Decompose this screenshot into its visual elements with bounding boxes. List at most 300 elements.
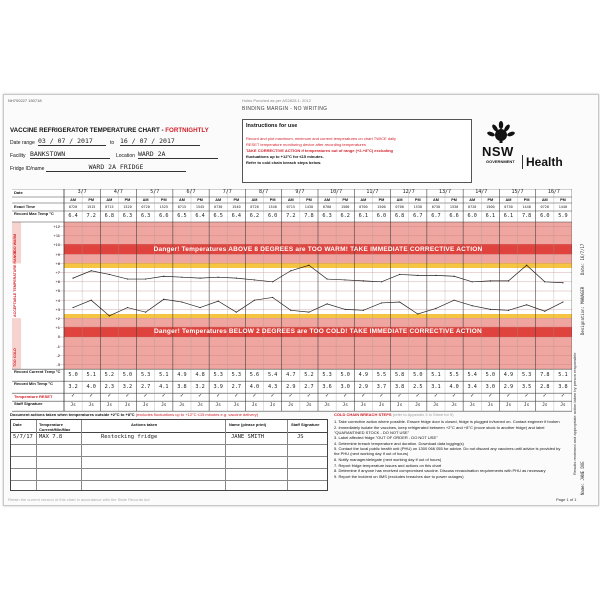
reset-check: ✓	[451, 393, 457, 400]
current-value-cell: 5.0	[485, 371, 496, 378]
actions-title	[10, 412, 328, 417]
ampm-cell: PM	[487, 197, 494, 202]
date-cell: 7/7	[222, 189, 232, 195]
action-row-temp[interactable]: MAX 7.8	[39, 434, 63, 440]
min-value-cell: 2.7	[231, 383, 242, 390]
time-cell: 1430	[304, 204, 314, 209]
staff-initials: Js	[269, 403, 276, 409]
current-value-cell: 5.0	[122, 371, 133, 378]
staff-initials: Js	[487, 403, 494, 409]
max-value-cell: 6.2	[340, 212, 350, 219]
temp-scale-label: -3	[56, 362, 60, 367]
min-value-cell: 3.8	[177, 383, 187, 390]
time-cell: 0730	[431, 204, 441, 209]
time-row-label: Exact Time	[14, 203, 36, 209]
max-value-cell: 7.8	[304, 212, 314, 219]
breach-step: 3. Label affected fridge "OUT OF ORDER - DO NOT USE"	[334, 435, 438, 441]
min-value-cell: 2.9	[286, 383, 296, 390]
staff-initials: Js	[415, 403, 421, 409]
time-cell: 1525	[159, 204, 168, 209]
staff-initials: Js	[124, 403, 131, 409]
max-value-cell: 6.4	[195, 212, 205, 219]
col-sig-header: Staff Signature	[291, 422, 320, 427]
temp-scale-label: +2	[55, 316, 60, 321]
date-cell: 9/7	[295, 189, 305, 195]
reviewer-name: Name: JANE DOE	[580, 461, 585, 495]
staff-initials: Js	[378, 403, 385, 409]
time-cell: 0730	[213, 204, 223, 209]
time-cell: 1530	[449, 204, 459, 209]
time-cell: 0715	[105, 204, 114, 209]
current-value-cell: 5.5	[376, 371, 387, 378]
min-value-cell: 2.7	[304, 383, 314, 390]
time-cell: 0715	[286, 204, 295, 209]
min-value-cell: 3.5	[521, 383, 532, 390]
staff-initials: Js	[560, 403, 566, 409]
reset-check: ✓	[306, 393, 312, 400]
breach-step: 7. Report fridge temperature issues and actions on this chart	[334, 462, 442, 468]
staff-initials: Js	[288, 403, 294, 409]
breach-step: 5. Contact the local public health unit (PHU) on 1300 066 055 for advice. Do not discard any vaccines until advice is provided by the PHU (next working day if out of hours)	[334, 446, 561, 457]
reset-check: ✓	[125, 393, 130, 400]
ampm-cell: PM	[124, 197, 131, 202]
min-value-cell: 2.9	[358, 383, 369, 390]
max-value-cell: 6.0	[540, 212, 550, 219]
facility-field[interactable]: BANKSTOWN	[30, 150, 110, 159]
time-cell: 0720	[68, 204, 78, 209]
staff-initials: Js	[251, 403, 258, 409]
instruction-line-1: Record and plot maximum, minimum and current temperatures on chart TWICE daily	[246, 136, 396, 141]
current-value-cell: 4.9	[177, 371, 187, 378]
ampm-cell: PM	[269, 197, 276, 202]
current-value-cell: 4.9	[503, 371, 514, 378]
current-value-cell: 5.1	[431, 371, 441, 378]
time-cell: 1500	[340, 204, 350, 209]
review-date: Date: 16/7/17	[580, 243, 585, 275]
temp-scale-label: +4	[55, 297, 60, 303]
date-cell: 13/7	[438, 189, 451, 195]
max-value-cell: 6.3	[122, 212, 133, 219]
danger-below-text: Danger! Temperatures BELOW 2 DEGREES are TOO COLD! TAKE IMMEDIATE CORRECTIVE ACTION	[154, 328, 482, 336]
min-value-cell: 3.0	[340, 383, 350, 390]
staff-initials: Js	[161, 403, 167, 409]
instructions-box	[242, 119, 472, 183]
temp-scale-label: +3	[55, 306, 60, 312]
staff-initials: Js	[324, 403, 330, 409]
current-value-cell: 5.3	[213, 371, 223, 378]
staff-initials: Js	[233, 403, 240, 409]
date-cell: 4/7	[113, 189, 123, 195]
breach-step: 1. Take corrective action where possible. Ensure fridge door is closed, fridge is plugged in/turned on. Contact engineer if broken	[334, 419, 560, 424]
date-cell: 12/7	[402, 189, 415, 195]
ampm-cell: PM	[523, 197, 530, 202]
title-main: VACCINE REFRIGERATOR TEMPERATURE CHART -	[10, 127, 166, 134]
min-value-cell: 4.0	[86, 383, 96, 390]
time-cell: 1530	[413, 204, 422, 209]
staff-initials: Js	[542, 403, 548, 409]
logo-government: GOVERNMENT	[486, 159, 515, 164]
date-to-field[interactable]: 16 / 07 / 2017	[120, 137, 200, 146]
temp-scale-label: +12	[53, 224, 60, 229]
current-value-cell: 5.8	[394, 371, 405, 378]
temp-scale-label: +1	[55, 325, 60, 331]
breach-steps-list	[334, 419, 566, 479]
staff-initials: Js	[142, 403, 149, 409]
min-value-cell: 4.0	[249, 383, 260, 390]
max-value-cell: 6.6	[159, 212, 169, 219]
min-value-cell: 2.7	[140, 383, 151, 390]
instruction-line-2: RESET temperature monitoring device after recording temperatures	[246, 142, 366, 147]
max-value-cell: 6.2	[249, 212, 260, 219]
date-cell: 10/7	[330, 189, 343, 195]
min-value-cell: 3.2	[122, 383, 133, 390]
reset-check: ✓	[379, 393, 384, 400]
max-row-label: Record Max Temp °C	[14, 211, 54, 216]
instruction-line-5: Refer to cold chain breach steps below.	[246, 160, 322, 165]
current-value-cell: 5.1	[159, 371, 169, 378]
current-value-cell: 5.3	[521, 371, 532, 378]
actions-section	[10, 412, 328, 492]
staff-initials: Js	[306, 403, 312, 409]
current-value-cell: 4.7	[286, 371, 296, 378]
max-value-cell: 6.4	[68, 212, 78, 219]
time-cell: 0700	[395, 204, 404, 209]
max-value-cell: 6.0	[376, 212, 387, 219]
staff-initials: Js	[197, 403, 203, 409]
waratah-flower-icon	[486, 121, 516, 143]
ampm-cell: PM	[342, 197, 349, 202]
ampm-cell: PM	[451, 197, 457, 202]
reset-check: ✓	[161, 393, 166, 400]
min-value-cell: 4.3	[267, 383, 278, 390]
time-cell: 0720	[540, 204, 549, 209]
staff-initials: Js	[451, 403, 457, 409]
max-value-cell: 6.1	[485, 212, 496, 219]
reviewed-note: Results reviewed and appropriate action taken by person responsible	[572, 352, 577, 475]
fridge-field[interactable]: WARD 2A FRIDGE	[46, 163, 186, 172]
document-number: NH700227 150718	[8, 98, 42, 103]
date-cell: 5/7	[150, 189, 160, 195]
time-cell: 1440	[558, 204, 568, 209]
breach-step: 8. Determine if anyone has received compromised vaccine. Discuss revaccination requirements with PHU as necessary	[334, 468, 546, 474]
action-row-date[interactable]: 5/7/17	[13, 434, 33, 440]
min-row-label: Record Min Temp °C	[14, 381, 53, 387]
date-cell: 3/7	[77, 189, 87, 195]
temp-scale-label: +9	[55, 251, 60, 257]
date-cell: 14/7	[475, 189, 488, 195]
acceptable-range-label: ACCEPTABLE TEMPERATURE RANGE	[13, 250, 17, 317]
date-cell: 8/7	[259, 189, 269, 195]
reset-check: ✓	[488, 393, 493, 400]
current-value-cell: 5.3	[231, 371, 242, 378]
to-label: to	[110, 140, 115, 146]
reset-check: ✓	[143, 393, 148, 400]
ampm-cell: AM	[541, 197, 548, 202]
ampm-cell: PM	[560, 197, 566, 202]
ampm-cell: PM	[414, 197, 421, 202]
logo-divider	[522, 155, 523, 169]
staff-initials: Js	[342, 403, 348, 409]
reset-check: ✓	[270, 393, 275, 400]
current-value-cell: 5.0	[68, 371, 78, 378]
ampm-cell: PM	[306, 197, 312, 202]
ampm-cell: AM	[106, 197, 113, 202]
date-from-field[interactable]: 03 / 07 / 2017	[38, 137, 106, 146]
staff-initials: Js	[179, 403, 185, 409]
reset-check: ✓	[524, 393, 529, 400]
reset-check: ✓	[216, 393, 221, 400]
min-value-cell: 3.0	[485, 383, 496, 390]
time-cell: 1500	[486, 204, 495, 209]
max-value-cell: 6.1	[358, 212, 369, 219]
col-actions-header: Actions taken	[131, 422, 158, 427]
time-cell: 1520	[123, 204, 132, 209]
date-cell: 15/7	[511, 189, 524, 195]
reset-check: ✓	[560, 393, 566, 400]
current-value-cell: 5.2	[304, 371, 314, 378]
reset-check: ✓	[179, 393, 185, 400]
reset-check: ✓	[397, 393, 402, 400]
staff-initials: Js	[433, 403, 439, 409]
current-value-cell: 5.0	[340, 371, 350, 378]
time-cell: 0700	[322, 204, 332, 209]
reset-check: ✓	[343, 393, 348, 400]
instructions-title: Instructions for use	[246, 123, 298, 129]
col-temp-header: Temperature Current/Min/Max	[39, 422, 71, 432]
temp-scale-label: +5	[55, 288, 60, 294]
ampm-cell: AM	[469, 197, 476, 202]
col-name-header: Name (please print)	[229, 422, 267, 427]
breach-step: 2. Immediately isolate the vaccines, keep refrigerated between +2°C and +8°C (move stock to another fridge) and label "QUARANTINED STOCK - DO NOT USE"	[334, 424, 545, 435]
ampm-cell: PM	[233, 197, 240, 202]
min-value-cell: 3.9	[213, 383, 223, 390]
date-range-label: Date range	[10, 140, 35, 146]
time-cell: 0700	[359, 204, 368, 209]
current-value-cell: 5.0	[413, 371, 423, 378]
max-value-cell: 6.0	[467, 212, 477, 219]
time-cell: 0720	[467, 204, 477, 209]
temperature-chart-form	[3, 94, 599, 506]
title-fortnightly: FORTNIGHTLY	[165, 127, 209, 134]
breach-title	[334, 412, 566, 417]
temp-scale-label: +7	[55, 270, 60, 275]
time-cell: 0720	[250, 204, 259, 209]
max-value-cell: 6.7	[431, 212, 441, 219]
instruction-line-4: fluctuations up to +12°C for ≤15 minutes.	[246, 154, 324, 159]
max-value-cell: 6.3	[322, 212, 332, 219]
breach-title-ref: (refer to Appendix 3 in Strive for 5)	[392, 412, 454, 417]
actions-title-note: (excludes fluctuations up to +12°C ≤15 minutes e.g. vaccine delivery)	[135, 412, 259, 417]
date-cell: 6/7	[186, 189, 196, 195]
min-value-cell: 2.8	[540, 383, 550, 390]
min-value-cell: 4.1	[159, 383, 169, 390]
reset-check: ✓	[107, 393, 112, 400]
staff-initials: Js	[360, 403, 367, 409]
current-value-cell: 5.3	[140, 371, 151, 378]
ampm-cell: PM	[197, 197, 203, 202]
reset-check: ✓	[433, 393, 439, 400]
staff-initials: Js	[106, 403, 113, 409]
current-value-cell: 4.8	[195, 371, 205, 378]
min-value-cell: 2.3	[104, 383, 115, 390]
date-row-label: Date	[14, 189, 23, 195]
staff-initials: Js	[505, 403, 512, 409]
ampm-cell: AM	[432, 197, 439, 202]
ampm-cell: AM	[251, 197, 258, 202]
action-row-signature[interactable]: JS	[297, 434, 304, 440]
current-row-label: Record Current Temp °C	[14, 369, 61, 375]
current-value-cell: 5.2	[104, 371, 115, 378]
reviewer-designation: Designation: MANAGER	[580, 286, 585, 335]
temp-scale-label: +11	[53, 233, 60, 239]
staff-initials: Js	[88, 403, 94, 409]
staff-row-label: Staff Signature	[14, 401, 43, 407]
danger-above-text: Danger! Temperatures ABOVE 8 DEGREES are TOO WARM! TAKE IMMEDIATE CORRECTIVE ACTION	[153, 245, 483, 253]
date-cell: 16/7	[547, 189, 560, 195]
reset-check: ✓	[415, 393, 420, 400]
ampm-cell: AM	[360, 197, 367, 202]
temp-scale-label: -1	[56, 343, 60, 349]
current-value-cell: 5.4	[267, 371, 278, 378]
logo-nsw: NSW	[482, 144, 514, 159]
ampm-cell: AM	[70, 197, 77, 202]
time-cell: 0730	[504, 204, 513, 209]
ampm-cell: PM	[88, 197, 95, 202]
ampm-cell: AM	[396, 197, 403, 202]
min-value-cell: 2.9	[503, 383, 514, 390]
time-cell: 1540	[268, 204, 277, 209]
temp-scale-label: -2	[56, 352, 60, 358]
actions-table	[10, 419, 328, 491]
temp-scale-label: +10	[53, 242, 60, 248]
staff-initials: Js	[469, 403, 475, 409]
reset-check: ✓	[470, 393, 475, 400]
ampm-cell: AM	[142, 197, 149, 202]
current-value-cell: 5.1	[86, 371, 96, 378]
facility-label: Facility	[10, 153, 26, 159]
breach-title-main: COLD CHAIN BREACH STEPS	[334, 412, 392, 417]
footer-note: Retain the current version of this chart in accordance with the State Records Act	[8, 497, 150, 502]
reset-check: ✓	[89, 393, 94, 400]
breach-step: 6. Notify manager/delegate (next working day if out of hours)	[334, 456, 442, 462]
breach-step: 4. Determine breach temperature and duration. Download data logging(s)	[334, 440, 464, 446]
max-value-cell: 6.8	[394, 212, 405, 219]
min-value-cell: 3.7	[376, 383, 387, 390]
max-value-cell: 6.1	[503, 212, 514, 219]
ampm-cell: AM	[324, 197, 331, 202]
current-value-cell: 5.1	[558, 371, 568, 378]
current-value-cell: 5.3	[322, 371, 332, 378]
location-label: Location	[116, 153, 135, 159]
max-value-cell: 7.8	[521, 212, 532, 219]
max-value-cell: 5.9	[558, 212, 568, 219]
time-cell: 0715	[177, 204, 187, 209]
min-value-cell: 3.6	[322, 383, 332, 390]
ampm-cell: AM	[178, 197, 185, 202]
max-value-cell: 7.2	[286, 212, 296, 219]
instruction-line-3: TAKE CORRECTIVE ACTION if temperatures out of range (+2-+8°C) excluding	[246, 148, 393, 153]
max-value-cell: 6.6	[449, 212, 459, 219]
max-value-cell: 6.5	[213, 212, 223, 219]
col-date-header: Date	[13, 422, 22, 427]
current-value-cell: 5.5	[449, 371, 459, 378]
form-title	[10, 127, 209, 134]
reset-check: ✓	[197, 393, 203, 400]
logo-health: Health	[526, 155, 563, 169]
current-value-cell: 4.9	[358, 371, 369, 378]
max-value-cell: 6.4	[231, 212, 242, 219]
temp-scale-label: +6	[55, 279, 60, 285]
reset-check: ✓	[252, 393, 257, 400]
max-value-cell: 6.3	[140, 212, 151, 219]
page-number: Page 1 of 1	[556, 497, 577, 502]
reset-check: ✓	[234, 393, 239, 400]
min-value-cell: 3.2	[195, 383, 205, 390]
location-field[interactable]: WARD 2A	[138, 150, 218, 159]
reset-check: ✓	[506, 393, 511, 400]
max-value-cell: 6.7	[413, 212, 423, 219]
fridge-label: Fridge ID/name	[10, 166, 45, 172]
current-value-cell: 7.8	[540, 371, 550, 378]
staff-initials: Js	[396, 403, 403, 409]
action-row-action[interactable]: Restocking fridge	[101, 434, 158, 440]
reset-row-label: Temperature RESET	[14, 393, 53, 399]
too-cold-label: TOO COLD	[13, 348, 17, 368]
ampm-cell: PM	[378, 197, 385, 202]
too-warm-label: TOO WARM	[13, 234, 17, 255]
temp-scale-label: +8	[55, 260, 60, 266]
reset-check: ✓	[70, 393, 76, 400]
time-cell: 1440	[522, 204, 531, 209]
time-cell: 0720	[141, 204, 150, 209]
max-value-cell: 6.8	[104, 212, 115, 219]
breach-step: 9. Report the incident on IIMS (excludes breaches due to power outages)	[334, 473, 464, 479]
temp-scale-label: 0	[57, 334, 60, 340]
min-value-cell: 3.4	[467, 383, 477, 390]
staff-initials: Js	[523, 403, 530, 409]
binding-margin-note: BINDING MARGIN - NO WRITING	[242, 106, 328, 112]
time-cell: 1540	[232, 204, 241, 209]
min-value-cell: 2.5	[413, 383, 423, 390]
reset-check: ✓	[288, 393, 293, 400]
min-value-cell: 3.8	[394, 383, 405, 390]
staff-initials: Js	[70, 403, 76, 409]
min-value-cell: 4.0	[449, 383, 459, 390]
current-value-cell: 5.6	[249, 371, 260, 378]
min-value-cell: 3.8	[558, 383, 568, 390]
breach-steps-section	[334, 412, 566, 498]
time-cell: 1545	[195, 204, 205, 209]
current-value-cell: 5.4	[467, 371, 477, 378]
action-row-name[interactable]: JANE SMITH	[231, 434, 265, 440]
ampm-cell: PM	[160, 197, 167, 202]
ampm-cell: AM	[287, 197, 294, 202]
min-value-cell: 3.2	[68, 383, 78, 390]
max-value-cell: 6.0	[267, 212, 278, 219]
time-cell: 1500	[377, 204, 386, 209]
ampm-cell: AM	[215, 197, 222, 202]
max-value-cell: 7.2	[86, 212, 96, 219]
time-cell: 1515	[86, 204, 96, 209]
max-value-cell: 6.5	[177, 212, 187, 219]
holes-note: Holes Punched as per AS2828.1: 2012	[242, 98, 311, 103]
reset-check: ✓	[324, 393, 330, 400]
staff-initials: Js	[215, 403, 221, 409]
actions-title-main: Document actions taken when temperatures outside +2°C to +8°C	[10, 412, 136, 417]
ampm-cell: AM	[505, 197, 512, 202]
min-value-cell: 3.1	[431, 383, 441, 390]
reset-check: ✓	[361, 393, 366, 400]
